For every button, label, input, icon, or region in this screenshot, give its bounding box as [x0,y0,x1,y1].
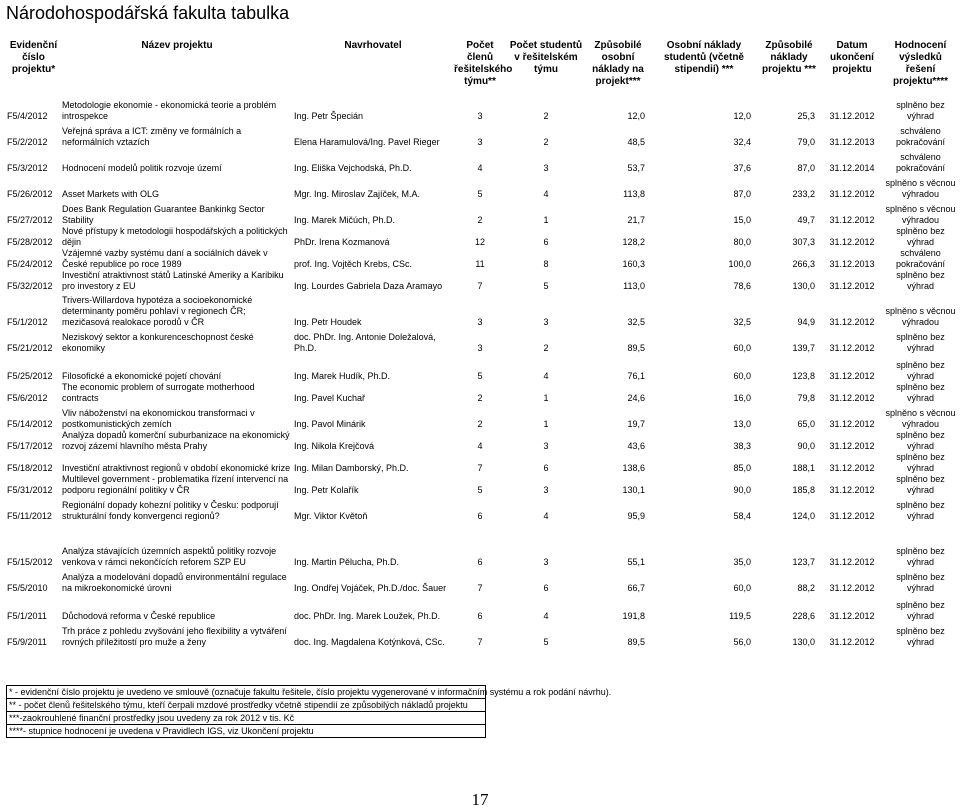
cell-personal-costs: 24,6 [627,393,645,403]
cell-name: Analýza a modelování dopadů environmentální regulace na mikroekonomické úrovni [62,572,287,593]
cell-name: Důchodová reforma v České republice [62,611,216,621]
cell-end-date: 31.12.2012 [829,611,875,621]
cell-total-costs: 130,0 [792,637,815,647]
cell-students: 6 [543,583,549,593]
cell-personal-costs: 66,7 [627,583,645,593]
table-row [6,430,958,452]
cell-lead: Ing. Pavel Kuchař [294,393,366,403]
col-header-student-costs: Osobní náklady studentů (včetně stipendií) *** [663,40,744,75]
cell-end-date: 31.12.2012 [829,463,875,473]
table-row [6,404,958,430]
cell-evaluation: splněno bez výhrad [896,500,945,521]
col-header-name: Název projektu [141,40,213,51]
cell-members: 4 [477,441,483,451]
cell-id: F5/27/2012 [7,215,53,225]
footnote: ****- stupnice hodnocení je uvedena v Pravidlech IGS, viz Ukončení projektu [6,725,486,738]
cell-id: F5/26/2012 [7,189,53,199]
cell-evaluation: splněno bez výhrad [896,626,945,647]
cell-student-costs: 90,0 [733,485,751,495]
cell-evaluation: splněno bez výhrad [896,100,945,121]
cell-lead: Elena Haramulová/Ing. Pavel Rieger [294,137,440,147]
cell-student-costs: 60,0 [733,371,751,381]
cell-total-costs: 87,0 [797,163,815,173]
cell-evaluation: splněno bez výhrad [896,546,945,567]
cell-name: Does Bank Regulation Guarantee Bankinkg Sector Stability [62,204,265,225]
cell-end-date: 31.12.2012 [829,419,875,429]
cell-id: F5/17/2012 [7,441,53,451]
cell-evaluation: splněno bez výhrad [896,382,945,403]
cell-lead: Ing. Eliška Vejchodská, Ph.D. [294,163,412,173]
cell-lead: Mgr. Ing. Miroslav Zajíček, M.A. [294,189,421,199]
cell-name: Hodnocení modelů politik rozvoje území [62,163,222,173]
cell-personal-costs: 128,2 [622,237,645,247]
cell-name: Vliv náboženství na ekonomickou transformaci v postkomunistických zemích [62,408,255,429]
cell-id: F5/25/2012 [7,371,53,381]
cell-id: F5/21/2012 [7,343,53,353]
cell-name: Metodologie ekonomie - ekonomická teorie a problém introspekce [62,100,277,121]
cell-name: Asset Markets with OLG [62,189,160,199]
table-row [6,292,958,328]
cell-total-costs: 185,8 [792,485,815,495]
cell-personal-costs: 43,6 [627,441,645,451]
footnote: ** - počet členů řešitelského týmu, kteří čerpali mzdové prostředky včetně stipendií ze způsobilých nákladů projektu [6,699,486,712]
cell-lead: Ing. Martin Pělucha, Ph.D. [294,557,400,567]
cell-evaluation: splněno s věcnou výhradou [885,306,956,327]
table-row [6,148,958,174]
cell-total-costs: 188,1 [792,463,815,473]
cell-lead: Ing. Petr Houdek [294,317,362,327]
cell-id: F5/11/2012 [7,511,52,521]
table-row [6,622,958,648]
cell-student-costs: 13,0 [733,419,751,429]
cell-personal-costs: 160,3 [622,259,645,269]
table-row [6,328,958,354]
cell-students: 3 [543,441,549,451]
cell-students: 2 [543,111,549,121]
table-row [6,122,958,148]
cell-end-date: 31.12.2012 [829,317,875,327]
cell-students: 4 [543,611,549,621]
table-row [6,452,958,474]
cell-total-costs: 88,2 [797,583,815,593]
cell-end-date: 31.12.2012 [829,511,875,521]
cell-evaluation: splněno s věcnou výhradou [885,178,956,199]
cell-id: F5/6/2012 [7,393,48,403]
cell-end-date: 31.12.2012 [829,111,875,121]
table-row [6,226,958,248]
cell-students: 5 [543,281,549,291]
cell-evaluation: splněno s věcnou výhradou [885,204,956,225]
col-header-students: Počet studentů v řešitelském týmu [509,40,583,75]
cell-personal-costs: 32,5 [627,317,645,327]
cell-lead: Ing. Marek Hudík, Ph.D. [294,371,391,381]
cell-students: 6 [543,237,549,247]
cell-lead: Mgr. Viktor Květoň [294,511,368,521]
table-row [6,248,958,270]
cell-students: 8 [543,259,549,269]
cell-members: 2 [477,215,483,225]
cell-members: 6 [477,511,483,521]
cell-total-costs: 94,9 [797,317,815,327]
cell-end-date: 31.12.2014 [829,163,875,173]
cell-personal-costs: 191,8 [622,611,645,621]
cell-evaluation: schváleno pokračování [895,126,946,147]
cell-students: 6 [543,463,549,473]
cell-student-costs: 12,0 [733,111,751,121]
col-header-members: Počet členů řešitelského týmu** [454,40,513,87]
cell-student-costs: 78,6 [733,281,751,291]
cell-end-date: 31.12.2012 [829,583,875,593]
cell-total-costs: 123,7 [792,557,815,567]
col-header-id: Evidenční číslo projektu* [9,40,58,75]
table-row [6,474,958,496]
cell-name: Analýza stávajících územních aspektů politiky rozvoje venkova v rámci nekončících reforem SZP EU [62,546,277,567]
cell-personal-costs: 113,0 [623,281,645,291]
cell-id: F5/32/2012 [7,281,53,291]
cell-end-date: 31.12.2013 [829,137,875,147]
col-header-total-costs: Způsobilé náklady projektu *** [762,40,816,75]
cell-total-costs: 228,6 [792,611,815,621]
cell-members: 2 [477,393,483,403]
cell-lead: Ing. Lourdes Gabriela Daza Aramayo [294,281,443,291]
cell-id: F5/4/2012 [7,111,48,121]
cell-name: Multilevel government - problematika řízení intervencí na podporu regionální politiky v ČR [62,474,289,495]
cell-total-costs: 79,8 [797,393,815,403]
col-header-lead: Navrhovatel [344,40,402,51]
cell-end-date: 31.12.2012 [829,441,875,451]
cell-lead: Ing. Nikola Krejčová [294,441,375,451]
cell-members: 7 [477,281,483,291]
cell-end-date: 31.12.2012 [829,237,875,247]
cell-student-costs: 85,0 [733,463,751,473]
cell-end-date: 31.12.2013 [829,259,875,269]
cell-personal-costs: 12,0 [627,111,645,121]
cell-students: 3 [543,485,549,495]
cell-personal-costs: 113,8 [623,189,645,199]
cell-evaluation: splněno bez výhrad [896,600,945,621]
cell-evaluation: schváleno pokračování [895,152,946,173]
cell-student-costs: 100,0 [728,259,751,269]
cell-student-costs: 119,5 [729,611,751,621]
cell-id: F5/28/2012 [7,237,53,247]
cell-lead: doc. PhDr. Ing. Marek Loužek, Ph.D. [294,611,441,621]
cell-student-costs: 38,3 [733,441,751,451]
table-row [6,270,958,292]
cell-total-costs: 124,0 [792,511,815,521]
header-row [6,38,958,96]
cell-members: 6 [477,557,483,567]
cell-members: 11 [475,259,485,269]
cell-members: 3 [477,317,483,327]
table-row [6,496,958,522]
cell-total-costs: 130,0 [792,281,815,291]
cell-evaluation: splněno bez výhrad [896,474,945,495]
cell-end-date: 31.12.2012 [829,215,875,225]
cell-total-costs: 25,3 [797,111,815,121]
cell-student-costs: 60,0 [733,343,751,353]
cell-end-date: 31.12.2012 [829,637,875,647]
cell-id: F5/1/2011 [7,611,47,621]
cell-end-date: 31.12.2012 [829,281,875,291]
cell-personal-costs: 130,1 [622,485,645,495]
cell-members: 7 [477,463,483,473]
footnote: ***-zaokrouhlené finanční prostředky jsou uvedeny za rok 2012 v tis. Kč [6,712,486,725]
cell-name: Trh práce z pohledu zvyšování jeho flexibility a vytváření rovných příležitostí pro muže a ženy [62,626,287,647]
cell-lead: doc. Ing. Magdalena Kotýnková, CSc. [294,637,445,647]
cell-members: 7 [477,583,483,593]
cell-student-costs: 80,0 [733,237,751,247]
footnotes [6,685,612,738]
cell-personal-costs: 55,1 [627,557,645,567]
cell-end-date: 31.12.2012 [829,393,875,403]
cell-name: Filosofické a ekonomické pojetí chování [62,371,222,381]
cell-name: Investiční atraktivnost regionů v období ekonomické krize [62,463,291,473]
cell-id: F5/31/2012 [7,485,53,495]
cell-members: 6 [477,611,483,621]
cell-student-costs: 37,6 [733,163,751,173]
cell-student-costs: 58,4 [733,511,751,521]
cell-id: F5/1/2012 [7,317,48,327]
cell-id: F5/15/2012 [7,557,53,567]
cell-id: F5/18/2012 [7,463,53,473]
cell-personal-costs: 95,9 [627,511,645,521]
cell-personal-costs: 138,6 [622,463,645,473]
cell-name: Vzájemné vazby systému daní a sociálních dávek v České republice po roce 1989 [62,248,268,269]
cell-student-costs: 32,5 [733,317,751,327]
cell-personal-costs: 48,5 [627,137,645,147]
page-title: Národohospodářská fakulta tabulka [6,3,290,23]
cell-members: 12 [474,237,485,247]
cell-personal-costs: 19,7 [627,419,645,429]
table-row [6,96,958,122]
cell-total-costs: 233,2 [792,189,815,199]
cell-total-costs: 65,0 [797,419,815,429]
cell-name: Neziskový sektor a konkurenceschopnost české ekonomiky [62,332,254,353]
cell-name: Analýza dopadů komerční suburbanizace na ekonomický rozvoj zázemí hlavního města Prahy [62,430,290,451]
cell-total-costs: 49,7 [797,215,815,225]
cell-id: F5/14/2012 [7,419,53,429]
cell-end-date: 31.12.2012 [829,189,875,199]
cell-students: 3 [543,317,549,327]
cell-id: F5/9/2011 [7,637,47,647]
cell-evaluation: splněno s věcnou výhradou [885,408,956,429]
cell-total-costs: 139,7 [792,343,815,353]
cell-students: 1 [543,419,549,429]
cell-members: 2 [477,419,483,429]
cell-total-costs: 123,8 [792,371,815,381]
cell-students: 2 [543,343,549,353]
cell-lead: Ing. Ondřej Vojáček, Ph.D./doc. Šauer [294,583,447,593]
cell-total-costs: 90,0 [797,441,815,451]
cell-student-costs: 15,0 [733,215,751,225]
cell-end-date: 31.12.2012 [829,557,875,567]
cell-student-costs: 35,0 [733,557,751,567]
cell-id: F5/3/2012 [7,163,48,173]
col-header-evaluation: Hodnocení výsledků řešení projektu**** [892,40,948,87]
cell-end-date: 31.12.2012 [829,485,875,495]
cell-personal-costs: 89,5 [627,343,645,353]
cell-lead: Ing. Petr Špecián [294,111,364,121]
col-header-end-date: Datum ukončení projektu [830,40,874,75]
table-row [6,382,958,404]
col-header-personal-costs: Způsobilé osobní náklady na projekt*** [592,40,644,87]
cell-members: 3 [477,111,483,121]
cell-total-costs: 79,0 [797,137,815,147]
cell-lead: Ing. Marek Mičúch, Ph.D. [294,215,396,225]
cell-evaluation: splněno bez výhrad [896,360,945,381]
cell-end-date: 31.12.2012 [829,343,875,353]
cell-lead: doc. PhDr. Ing. Antonie Doležalová, Ph.D. [294,332,436,353]
cell-students: 4 [543,511,549,521]
table-row [6,200,958,226]
cell-evaluation: splněno bez výhrad [896,572,945,593]
cell-members: 5 [477,371,483,381]
page-number: 17 [471,790,489,809]
cell-students: 4 [543,189,549,199]
cell-personal-costs: 76,1 [627,371,645,381]
cell-personal-costs: 89,5 [627,637,645,647]
cell-student-costs: 60,0 [733,583,751,593]
cell-id: F5/2/2012 [7,137,48,147]
cell-members: 3 [477,137,483,147]
cell-students: 2 [543,137,549,147]
table-row [6,522,958,568]
cell-name: Nové přístupy k metodologii hospodářských a politických dějin [62,226,288,247]
cell-evaluation: splněno bez výhrad [896,332,945,353]
table-row [6,568,958,594]
cell-name: Investiční atraktivnost států Latinské Ameriky a Karibiku pro investory z EU [62,270,284,291]
cell-evaluation: splněno bez výhrad [896,452,945,473]
cell-total-costs: 266,3 [792,259,815,269]
cell-evaluation: schváleno pokračování [895,248,946,269]
cell-lead: Ing. Pavol Minárik [294,419,366,429]
cell-personal-costs: 21,7 [627,215,645,225]
cell-name: The economic problem of surrogate motherhood contracts [62,382,255,403]
cell-members: 3 [477,343,483,353]
cell-id: F5/5/2010 [7,583,48,593]
cell-evaluation: splněno bez výhrad [896,270,945,291]
cell-evaluation: splněno bez výhrad [896,226,945,247]
table-row [6,354,958,382]
cell-lead: Ing. Milan Damborský, Ph.D. [294,463,409,473]
cell-student-costs: 16,0 [733,393,751,403]
cell-students: 1 [543,393,549,403]
cell-lead: prof. Ing. Vojtěch Krebs, CSc. [294,259,413,269]
footnote: * - evidenční číslo projektu je uvedeno ve smlouvě (označuje fakultu řešitele, číslo projektu vygenerované v informačním systému a rok podání návrhu). [6,685,486,699]
projects-table [6,38,958,648]
cell-student-costs: 56,0 [733,637,751,647]
cell-total-costs: 307,3 [792,237,815,247]
cell-name: Veřejná správa a ICT: změny ve formálních a neformálních vztazích [62,126,242,147]
table-row [6,174,958,200]
cell-members: 4 [477,163,483,173]
cell-end-date: 31.12.2012 [829,371,875,381]
cell-student-costs: 32,4 [733,137,751,147]
cell-students: 1 [543,215,549,225]
cell-lead: PhDr. Irena Kozmanová [294,237,390,247]
cell-student-costs: 87,0 [733,189,751,199]
cell-lead: Ing. Petr Kolařík [294,485,359,495]
cell-students: 5 [543,637,549,647]
cell-members: 5 [477,189,483,199]
cell-evaluation: splněno bez výhrad [896,430,945,451]
cell-students: 4 [543,371,549,381]
cell-name: Regionální dopady kohezní politiky v Česku: podporují strukturální fondy konvergenci regionů? [62,500,279,521]
cell-students: 3 [543,557,549,567]
cell-students: 3 [543,163,549,173]
cell-name: Trivers-Willardova hypotéza a socioekonomické determinanty poměru pohlaví v regionech ČR; mezičasová realokace porodů v ČR [62,295,253,327]
cell-personal-costs: 53,7 [627,163,645,173]
table-row [6,594,958,622]
cell-members: 7 [477,637,483,647]
cell-id: F5/24/2012 [7,259,53,269]
cell-members: 5 [477,485,483,495]
